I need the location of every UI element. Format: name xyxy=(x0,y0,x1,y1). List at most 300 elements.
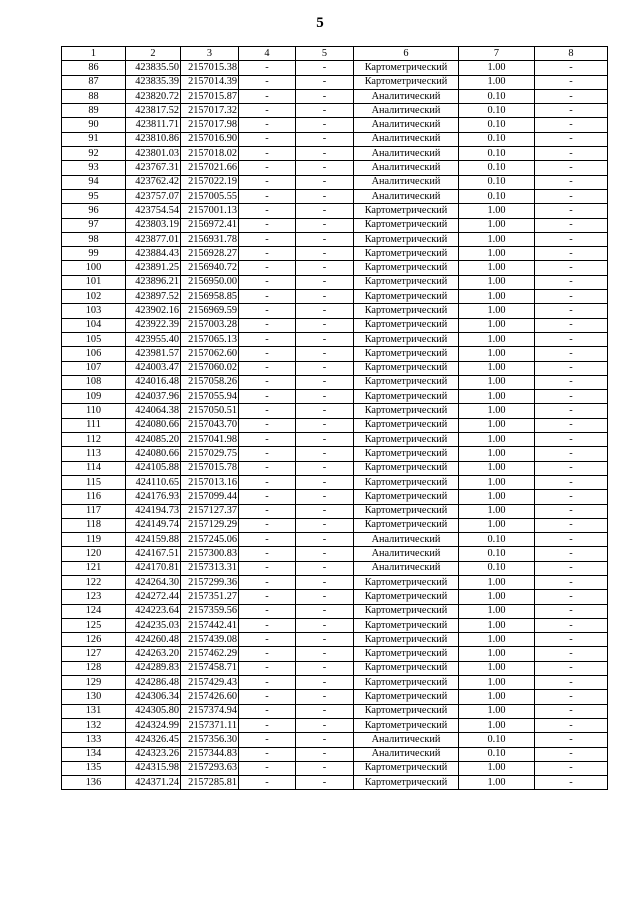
accuracy-cell: 1.00 xyxy=(459,690,535,704)
column-5-cell: - xyxy=(296,161,354,175)
table-row xyxy=(62,261,608,275)
column-header-1: 1 xyxy=(62,47,126,61)
method-cell: Картометрический xyxy=(354,661,459,675)
y-coordinate-cell: 2157017.98 xyxy=(181,118,239,132)
point-number-cell: 96 xyxy=(62,204,126,218)
column-5-cell: - xyxy=(296,633,354,647)
method-cell: Картометрический xyxy=(354,404,459,418)
table-body xyxy=(62,61,608,790)
column-4-cell: - xyxy=(239,147,296,161)
y-coordinate-cell: 2157429.43 xyxy=(181,676,239,690)
point-number-cell: 134 xyxy=(62,747,126,761)
y-coordinate-cell: 2157062.60 xyxy=(181,347,239,361)
column-4-cell: - xyxy=(239,218,296,232)
column-4-cell: - xyxy=(239,347,296,361)
y-coordinate-cell: 2157029.75 xyxy=(181,447,239,461)
method-cell: Картометрический xyxy=(354,261,459,275)
point-number-cell: 119 xyxy=(62,533,126,547)
column-5-cell: - xyxy=(296,147,354,161)
table-row xyxy=(62,275,608,289)
accuracy-cell: 1.00 xyxy=(459,261,535,275)
table-row xyxy=(62,61,608,75)
method-cell: Картометрический xyxy=(354,347,459,361)
table-row xyxy=(62,518,608,532)
table-row xyxy=(62,633,608,647)
column-4-cell: - xyxy=(239,132,296,146)
x-coordinate-cell: 424167.51 xyxy=(126,547,181,561)
method-cell: Картометрический xyxy=(354,647,459,661)
y-coordinate-cell: 2157300.83 xyxy=(181,547,239,561)
column-8-cell: - xyxy=(535,490,608,504)
x-coordinate-cell: 424194.73 xyxy=(126,504,181,518)
column-5-cell: - xyxy=(296,347,354,361)
column-4-cell: - xyxy=(239,404,296,418)
table-row xyxy=(62,232,608,246)
accuracy-cell: 1.00 xyxy=(459,518,535,532)
method-cell: Аналитический xyxy=(354,175,459,189)
column-header-3: 3 xyxy=(181,47,239,61)
column-8-cell: - xyxy=(535,375,608,389)
point-number-cell: 94 xyxy=(62,175,126,189)
column-8-cell: - xyxy=(535,175,608,189)
point-number-cell: 129 xyxy=(62,676,126,690)
table-row xyxy=(62,332,608,346)
column-4-cell: - xyxy=(239,361,296,375)
method-cell: Аналитический xyxy=(354,747,459,761)
point-number-cell: 107 xyxy=(62,361,126,375)
x-coordinate-cell: 423803.19 xyxy=(126,218,181,232)
column-8-cell: - xyxy=(535,232,608,246)
column-5-cell: - xyxy=(296,132,354,146)
column-5-cell: - xyxy=(296,604,354,618)
y-coordinate-cell: 2157050.51 xyxy=(181,404,239,418)
column-8-cell: - xyxy=(535,332,608,346)
y-coordinate-cell: 2157426.60 xyxy=(181,690,239,704)
column-4-cell: - xyxy=(239,232,296,246)
y-coordinate-cell: 2157299.36 xyxy=(181,575,239,589)
accuracy-cell: 1.00 xyxy=(459,676,535,690)
column-5-cell: - xyxy=(296,533,354,547)
accuracy-cell: 1.00 xyxy=(459,490,535,504)
method-cell: Аналитический xyxy=(354,147,459,161)
x-coordinate-cell: 423767.31 xyxy=(126,161,181,175)
y-coordinate-cell: 2157018.02 xyxy=(181,147,239,161)
x-coordinate-cell: 424264.30 xyxy=(126,575,181,589)
x-coordinate-cell: 424323.26 xyxy=(126,747,181,761)
column-8-cell: - xyxy=(535,547,608,561)
table-row xyxy=(62,418,608,432)
page-number: 5 xyxy=(316,15,324,31)
column-8-cell: - xyxy=(535,533,608,547)
x-coordinate-cell: 424110.65 xyxy=(126,475,181,489)
point-number-cell: 86 xyxy=(62,61,126,75)
point-number-cell: 118 xyxy=(62,518,126,532)
table-row xyxy=(62,747,608,761)
x-coordinate-cell: 423835.39 xyxy=(126,75,181,89)
column-8-cell: - xyxy=(535,461,608,475)
table-row xyxy=(62,461,608,475)
table-row xyxy=(62,504,608,518)
column-8-cell: - xyxy=(535,132,608,146)
column-8-cell: - xyxy=(535,575,608,589)
point-number-cell: 104 xyxy=(62,318,126,332)
method-cell: Аналитический xyxy=(354,733,459,747)
point-number-cell: 120 xyxy=(62,547,126,561)
table-row xyxy=(62,390,608,404)
y-coordinate-cell: 2157344.83 xyxy=(181,747,239,761)
table-row xyxy=(62,247,608,261)
column-5-cell: - xyxy=(296,290,354,304)
y-coordinate-cell: 2157442.41 xyxy=(181,618,239,632)
accuracy-cell: 1.00 xyxy=(459,247,535,261)
y-coordinate-cell: 2157458.71 xyxy=(181,661,239,675)
y-coordinate-cell: 2157001.13 xyxy=(181,204,239,218)
column-4-cell: - xyxy=(239,304,296,318)
x-coordinate-cell: 423762.42 xyxy=(126,175,181,189)
column-5-cell: - xyxy=(296,490,354,504)
y-coordinate-cell: 2156958.85 xyxy=(181,290,239,304)
accuracy-cell: 1.00 xyxy=(459,375,535,389)
point-number-cell: 98 xyxy=(62,232,126,246)
x-coordinate-cell: 423877.01 xyxy=(126,232,181,246)
column-5-cell: - xyxy=(296,761,354,775)
y-coordinate-cell: 2157060.02 xyxy=(181,361,239,375)
column-8-cell: - xyxy=(535,404,608,418)
table-row xyxy=(62,761,608,775)
y-coordinate-cell: 2157058.26 xyxy=(181,375,239,389)
point-number-cell: 97 xyxy=(62,218,126,232)
column-5-cell: - xyxy=(296,776,354,790)
column-4-cell: - xyxy=(239,290,296,304)
table-row xyxy=(62,290,608,304)
method-cell: Картометрический xyxy=(354,247,459,261)
column-8-cell: - xyxy=(535,447,608,461)
column-header-8: 8 xyxy=(535,47,608,61)
method-cell: Картометрический xyxy=(354,718,459,732)
x-coordinate-cell: 424371.24 xyxy=(126,776,181,790)
method-cell: Картометрический xyxy=(354,218,459,232)
column-4-cell: - xyxy=(239,318,296,332)
method-cell: Картометрический xyxy=(354,761,459,775)
point-number-cell: 127 xyxy=(62,647,126,661)
column-5-cell: - xyxy=(296,89,354,103)
accuracy-cell: 1.00 xyxy=(459,232,535,246)
method-cell: Картометрический xyxy=(354,390,459,404)
column-header-5: 5 xyxy=(296,47,354,61)
x-coordinate-cell: 424159.88 xyxy=(126,533,181,547)
accuracy-cell: 1.00 xyxy=(459,590,535,604)
x-coordinate-cell: 423811.71 xyxy=(126,118,181,132)
method-cell: Картометрический xyxy=(354,676,459,690)
table-row xyxy=(62,590,608,604)
column-5-cell: - xyxy=(296,618,354,632)
column-header-4: 4 xyxy=(239,47,296,61)
y-coordinate-cell: 2157013.16 xyxy=(181,475,239,489)
y-coordinate-cell: 2157015.38 xyxy=(181,61,239,75)
method-cell: Картометрический xyxy=(354,604,459,618)
column-header-2: 2 xyxy=(126,47,181,61)
column-8-cell: - xyxy=(535,504,608,518)
table-row xyxy=(62,647,608,661)
y-coordinate-cell: 2157293.63 xyxy=(181,761,239,775)
accuracy-cell: 1.00 xyxy=(459,390,535,404)
x-coordinate-cell: 424176.93 xyxy=(126,490,181,504)
column-8-cell: - xyxy=(535,218,608,232)
table-row xyxy=(62,618,608,632)
table-row xyxy=(62,776,608,790)
column-5-cell: - xyxy=(296,118,354,132)
point-number-cell: 91 xyxy=(62,132,126,146)
table-row xyxy=(62,89,608,103)
accuracy-cell: 0.10 xyxy=(459,547,535,561)
x-coordinate-cell: 424080.66 xyxy=(126,418,181,432)
column-4-cell: - xyxy=(239,533,296,547)
column-8-cell: - xyxy=(535,161,608,175)
method-cell: Картометрический xyxy=(354,418,459,432)
method-cell: Аналитический xyxy=(354,89,459,103)
point-number-cell: 105 xyxy=(62,332,126,346)
point-number-cell: 131 xyxy=(62,704,126,718)
x-coordinate-cell: 423817.52 xyxy=(126,104,181,118)
column-4-cell: - xyxy=(239,547,296,561)
column-4-cell: - xyxy=(239,690,296,704)
accuracy-cell: 1.00 xyxy=(459,704,535,718)
column-8-cell: - xyxy=(535,633,608,647)
y-coordinate-cell: 2157351.27 xyxy=(181,590,239,604)
table-row xyxy=(62,304,608,318)
point-number-cell: 113 xyxy=(62,447,126,461)
point-number-cell: 115 xyxy=(62,475,126,489)
method-cell: Картометрический xyxy=(354,475,459,489)
x-coordinate-cell: 423757.07 xyxy=(126,189,181,203)
y-coordinate-cell: 2157129.29 xyxy=(181,518,239,532)
y-coordinate-cell: 2157371.11 xyxy=(181,718,239,732)
accuracy-cell: 1.00 xyxy=(459,475,535,489)
column-5-cell: - xyxy=(296,561,354,575)
method-cell: Картометрический xyxy=(354,332,459,346)
table-row xyxy=(62,75,608,89)
method-cell: Аналитический xyxy=(354,547,459,561)
accuracy-cell: 1.00 xyxy=(459,618,535,632)
method-cell: Аналитический xyxy=(354,161,459,175)
point-number-cell: 89 xyxy=(62,104,126,118)
x-coordinate-cell: 424324.99 xyxy=(126,718,181,732)
column-8-cell: - xyxy=(535,518,608,532)
y-coordinate-cell: 2157065.13 xyxy=(181,332,239,346)
accuracy-cell: 1.00 xyxy=(459,776,535,790)
x-coordinate-cell: 424272.44 xyxy=(126,590,181,604)
column-4-cell: - xyxy=(239,204,296,218)
column-4-cell: - xyxy=(239,733,296,747)
column-5-cell: - xyxy=(296,647,354,661)
method-cell: Картометрический xyxy=(354,590,459,604)
column-5-cell: - xyxy=(296,361,354,375)
column-8-cell: - xyxy=(535,618,608,632)
x-coordinate-cell: 424286.48 xyxy=(126,676,181,690)
x-coordinate-cell: 424170.81 xyxy=(126,561,181,575)
y-coordinate-cell: 2157016.90 xyxy=(181,132,239,146)
table-row xyxy=(62,347,608,361)
column-4-cell: - xyxy=(239,776,296,790)
column-8-cell: - xyxy=(535,318,608,332)
point-number-cell: 126 xyxy=(62,633,126,647)
column-4-cell: - xyxy=(239,761,296,775)
column-8-cell: - xyxy=(535,761,608,775)
point-number-cell: 125 xyxy=(62,618,126,632)
point-number-cell: 102 xyxy=(62,290,126,304)
method-cell: Картометрический xyxy=(354,618,459,632)
point-number-cell: 122 xyxy=(62,575,126,589)
y-coordinate-cell: 2156928.27 xyxy=(181,247,239,261)
point-number-cell: 130 xyxy=(62,690,126,704)
column-5-cell: - xyxy=(296,718,354,732)
y-coordinate-cell: 2157003.28 xyxy=(181,318,239,332)
y-coordinate-cell: 2157359.56 xyxy=(181,604,239,618)
table-row xyxy=(62,447,608,461)
x-coordinate-cell: 424235.03 xyxy=(126,618,181,632)
column-header-7: 7 xyxy=(459,47,535,61)
accuracy-cell: 1.00 xyxy=(459,218,535,232)
point-number-cell: 135 xyxy=(62,761,126,775)
y-coordinate-cell: 2156969.59 xyxy=(181,304,239,318)
point-number-cell: 100 xyxy=(62,261,126,275)
point-number-cell: 111 xyxy=(62,418,126,432)
table-row xyxy=(62,132,608,146)
table-row xyxy=(62,147,608,161)
column-8-cell: - xyxy=(535,718,608,732)
x-coordinate-cell: 423754.54 xyxy=(126,204,181,218)
column-5-cell: - xyxy=(296,175,354,189)
x-coordinate-cell: 423891.25 xyxy=(126,261,181,275)
column-5-cell: - xyxy=(296,661,354,675)
column-5-cell: - xyxy=(296,447,354,461)
column-8-cell: - xyxy=(535,347,608,361)
accuracy-cell: 1.00 xyxy=(459,604,535,618)
column-5-cell: - xyxy=(296,189,354,203)
table-row xyxy=(62,433,608,447)
y-coordinate-cell: 2156931.78 xyxy=(181,232,239,246)
accuracy-cell: 0.10 xyxy=(459,132,535,146)
column-8-cell: - xyxy=(535,89,608,103)
column-8-cell: - xyxy=(535,61,608,75)
accuracy-cell: 0.10 xyxy=(459,161,535,175)
method-cell: Аналитический xyxy=(354,118,459,132)
accuracy-cell: 0.10 xyxy=(459,747,535,761)
x-coordinate-cell: 424016.48 xyxy=(126,375,181,389)
column-8-cell: - xyxy=(535,104,608,118)
y-coordinate-cell: 2157017.32 xyxy=(181,104,239,118)
column-5-cell: - xyxy=(296,433,354,447)
x-coordinate-cell: 424037.96 xyxy=(126,390,181,404)
column-8-cell: - xyxy=(535,290,608,304)
column-5-cell: - xyxy=(296,747,354,761)
table-row xyxy=(62,561,608,575)
x-coordinate-cell: 423884.43 xyxy=(126,247,181,261)
point-number-cell: 103 xyxy=(62,304,126,318)
column-5-cell: - xyxy=(296,575,354,589)
y-coordinate-cell: 2157043.70 xyxy=(181,418,239,432)
column-5-cell: - xyxy=(296,61,354,75)
x-coordinate-cell: 423896.21 xyxy=(126,275,181,289)
column-8-cell: - xyxy=(535,776,608,790)
accuracy-cell: 1.00 xyxy=(459,404,535,418)
table-row xyxy=(62,547,608,561)
y-coordinate-cell: 2157127.37 xyxy=(181,504,239,518)
method-cell: Картометрический xyxy=(354,318,459,332)
table-row xyxy=(62,161,608,175)
column-5-cell: - xyxy=(296,518,354,532)
accuracy-cell: 0.10 xyxy=(459,189,535,203)
column-4-cell: - xyxy=(239,375,296,389)
point-number-cell: 124 xyxy=(62,604,126,618)
column-5-cell: - xyxy=(296,390,354,404)
table-row xyxy=(62,690,608,704)
x-coordinate-cell: 424315.98 xyxy=(126,761,181,775)
method-cell: Аналитический xyxy=(354,189,459,203)
table-row xyxy=(62,375,608,389)
point-number-cell: 136 xyxy=(62,776,126,790)
column-5-cell: - xyxy=(296,475,354,489)
accuracy-cell: 1.00 xyxy=(459,318,535,332)
point-number-cell: 121 xyxy=(62,561,126,575)
method-cell: Картометрический xyxy=(354,361,459,375)
column-5-cell: - xyxy=(296,375,354,389)
point-number-cell: 106 xyxy=(62,347,126,361)
method-cell: Аналитический xyxy=(354,132,459,146)
point-number-cell: 128 xyxy=(62,661,126,675)
column-5-cell: - xyxy=(296,704,354,718)
column-8-cell: - xyxy=(535,118,608,132)
accuracy-cell: 1.00 xyxy=(459,447,535,461)
accuracy-cell: 0.10 xyxy=(459,147,535,161)
x-coordinate-cell: 424064.38 xyxy=(126,404,181,418)
column-4-cell: - xyxy=(239,275,296,289)
column-8-cell: - xyxy=(535,475,608,489)
method-cell: Картометрический xyxy=(354,204,459,218)
column-4-cell: - xyxy=(239,633,296,647)
accuracy-cell: 1.00 xyxy=(459,718,535,732)
column-8-cell: - xyxy=(535,361,608,375)
column-8-cell: - xyxy=(535,247,608,261)
point-number-cell: 110 xyxy=(62,404,126,418)
table-row xyxy=(62,718,608,732)
accuracy-cell: 1.00 xyxy=(459,418,535,432)
column-4-cell: - xyxy=(239,561,296,575)
y-coordinate-cell: 2157021.66 xyxy=(181,161,239,175)
column-5-cell: - xyxy=(296,418,354,432)
table-row xyxy=(62,204,608,218)
column-5-cell: - xyxy=(296,690,354,704)
column-8-cell: - xyxy=(535,661,608,675)
point-number-cell: 114 xyxy=(62,461,126,475)
point-number-cell: 109 xyxy=(62,390,126,404)
x-coordinate-cell: 423810.86 xyxy=(126,132,181,146)
table-row xyxy=(62,661,608,675)
column-5-cell: - xyxy=(296,275,354,289)
column-4-cell: - xyxy=(239,161,296,175)
column-4-cell: - xyxy=(239,261,296,275)
x-coordinate-cell: 424289.83 xyxy=(126,661,181,675)
accuracy-cell: 0.10 xyxy=(459,561,535,575)
method-cell: Аналитический xyxy=(354,561,459,575)
y-coordinate-cell: 2157015.78 xyxy=(181,461,239,475)
y-coordinate-cell: 2157245.06 xyxy=(181,533,239,547)
column-5-cell: - xyxy=(296,104,354,118)
column-4-cell: - xyxy=(239,718,296,732)
y-coordinate-cell: 2157022.19 xyxy=(181,175,239,189)
y-coordinate-cell: 2157439.08 xyxy=(181,633,239,647)
column-8-cell: - xyxy=(535,433,608,447)
